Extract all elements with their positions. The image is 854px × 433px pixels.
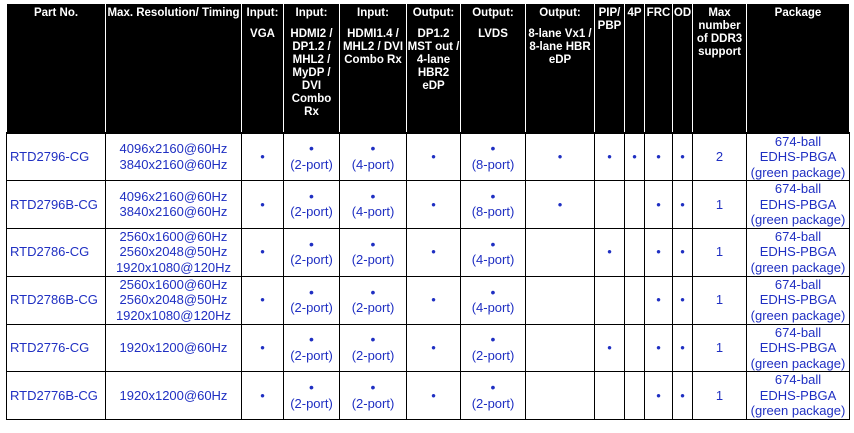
cell-pip [595,372,625,420]
table-row [7,276,850,324]
cell-line: (8-port) [471,156,515,172]
cell-ddr3: 1 [693,324,747,372]
cell-line: 2560x2048@50Hz [119,292,228,308]
cell-frc: • [645,276,673,324]
package-line: (green package) [750,212,846,227]
support-dot: • [490,187,496,204]
cell-res [106,133,242,181]
cell-fp [625,276,645,324]
cell-part: RTD2796-CG [7,133,106,181]
cell-res [106,324,242,372]
header-sub: HDMI1.4 / MHL2 / DVI Combo Rx [342,28,404,66]
cell-lvds [461,276,526,324]
cell-lvds [461,181,526,229]
cell-line: (2-port) [351,252,395,267]
cell-dp12: • [407,133,461,181]
package-line: EDHS-PBGA [759,340,837,355]
cell-res [106,372,242,420]
cell-vga: • [242,372,284,420]
package-line: 674-ball [774,372,822,388]
cell-line: 2560x1600@60Hz [119,228,228,244]
cell-line: (2-port) [290,347,333,363]
cell-line: 4096x2160@60Hz [119,141,228,157]
spec-table [6,3,850,420]
cell-pip: • [595,133,625,181]
cell-line: (2-port) [290,204,333,220]
cell-res [106,276,242,324]
cell-frc: • [645,181,673,229]
table-row [7,228,850,276]
cell-line: (2-port) [290,300,333,315]
cell-hdmi14 [340,372,407,420]
header-pip-pbp: PIP/ PBP [595,4,625,133]
header-vga [242,4,284,133]
cell-line: 3840x2160@60Hz [119,204,228,220]
support-dot: • [370,331,376,348]
header-sub: 8-lane Vx1 / 8-lane HBR eDP [528,28,592,66]
cell-vx1 [526,372,595,420]
cell-frc: • [645,372,673,420]
cell-pkg [747,228,850,276]
header-ddr3: Max number of DDR3 support [693,4,747,133]
header-label: Output: [539,7,581,19]
package-line: (green package) [750,307,846,323]
header-dp12 [407,4,461,133]
header-row [7,4,850,133]
cell-line: 1920x1200@60Hz [119,340,228,355]
cell-line: 1920x1200@60Hz [119,387,228,403]
cell-hdmi2 [284,324,340,372]
cell-hdmi14 [340,324,407,372]
cell-fp [625,324,645,372]
cell-dp12: • [407,181,461,229]
cell-hdmi2 [284,276,340,324]
support-dot: • [370,283,376,300]
cell-line: (2-port) [471,395,515,411]
cell-frc: • [645,228,673,276]
cell-pkg [747,276,850,324]
cell-vx1 [526,276,595,324]
support-dot: • [490,283,496,300]
cell-line: (2-port) [351,300,395,315]
cell-fp [625,228,645,276]
cell-ddr3: 1 [693,372,747,420]
package-line: 674-ball [774,133,822,149]
package-line: (green package) [750,164,846,180]
cell-ddr3: 1 [693,276,747,324]
table-row [7,133,850,181]
cell-vga: • [242,324,284,372]
cell-ddr3: 2 [693,133,747,181]
header-vx1 [526,4,595,133]
cell-line: (2-port) [290,156,333,172]
cell-dp12: • [407,372,461,420]
cell-od: • [673,276,693,324]
cell-line: (8-port) [471,204,515,220]
cell-line: 1920x1080@120Hz [115,259,232,275]
cell-line: (2-port) [290,395,333,411]
cell-vx1: • [526,181,595,229]
cell-dp12: • [407,324,461,372]
cell-res [106,228,242,276]
cell-pkg [747,372,850,420]
support-dot: • [309,187,314,204]
cell-line: 1920x1080@120Hz [115,307,232,323]
cell-part: RTD2796B-CG [7,181,106,229]
table-row [7,181,850,229]
cell-hdmi2 [284,133,340,181]
cell-part: RTD2786B-CG [7,276,106,324]
package-line: 674-ball [774,276,822,292]
cell-od: • [673,228,693,276]
package-line: (green package) [750,403,846,419]
package-line: EDHS-PBGA [759,387,837,403]
cell-vx1: • [526,133,595,181]
cell-fp [625,181,645,229]
package-line: 674-ball [774,228,822,244]
support-dot: • [490,140,496,157]
cell-dp12: • [407,228,461,276]
cell-pip: • [595,228,625,276]
cell-fp [625,372,645,420]
cell-line: 2560x1600@60Hz [119,276,228,292]
support-dot: • [309,331,314,348]
cell-pip [595,181,625,229]
support-dot: • [309,140,314,157]
cell-line: (4-port) [471,252,515,267]
header-sub: DP1.2 MST out / 4-lane HBR2 eDP [407,28,460,92]
header-label: Input: [357,7,389,19]
header-frc: FRC [645,4,673,133]
cell-part: RTD2776-CG [7,324,106,372]
support-dot: • [370,235,376,252]
header-label: Output: [472,7,514,19]
cell-hdmi2 [284,228,340,276]
support-dot: • [370,379,376,395]
cell-hdmi14 [340,133,407,181]
cell-vga: • [242,228,284,276]
package-line: (green package) [750,259,846,275]
header-package: Package [747,4,850,133]
cell-hdmi2 [284,181,340,229]
cell-line: (4-port) [351,156,395,172]
table-body [7,133,850,420]
cell-part: RTD2786-CG [7,228,106,276]
cell-pip [595,276,625,324]
header-label: Output: [412,7,455,19]
cell-line: (4-port) [351,204,395,220]
support-dot: • [490,331,496,348]
cell-vga: • [242,133,284,181]
header-4p: 4P [625,4,645,133]
header-sub: VGA [250,28,275,40]
cell-pkg [747,181,850,229]
header-label: Input: [295,7,328,19]
header-sub: HDMI2 / DP1.2 / MHL2 / MyDP / DVI Combo Rx [290,28,333,118]
cell-od: • [673,133,693,181]
cell-line: 3840x2160@60Hz [119,156,228,172]
cell-lvds [461,324,526,372]
cell-ddr3: 1 [693,181,747,229]
cell-lvds [461,133,526,181]
cell-od: • [673,181,693,229]
package-line: 674-ball [774,324,822,340]
package-line: (green package) [750,355,846,371]
cell-part: RTD2776B-CG [7,372,106,420]
cell-vga: • [242,276,284,324]
cell-line: (2-port) [351,347,395,363]
support-dot: • [309,379,314,395]
cell-pkg [747,324,850,372]
cell-pkg [747,133,850,181]
cell-hdmi14 [340,181,407,229]
cell-line: (2-port) [290,252,333,267]
package-line: EDHS-PBGA [759,149,837,164]
cell-lvds [461,228,526,276]
table-row [7,324,850,372]
header-sub: LVDS [478,28,508,40]
support-dot: • [309,235,314,252]
header-od: OD [673,4,693,133]
support-dot: • [309,283,314,300]
cell-line: 2560x2048@50Hz [119,244,228,260]
cell-fp: • [625,133,645,181]
package-line: EDHS-PBGA [759,244,837,260]
header-hdmi14 [340,4,407,133]
support-dot: • [490,379,496,395]
cell-ddr3: 1 [693,228,747,276]
cell-vx1 [526,324,595,372]
support-dot: • [370,187,376,204]
header-lvds [461,4,526,133]
cell-frc: • [645,324,673,372]
header-label: Input: [246,7,279,19]
header-resolution: Max. Resolution/ Timing [106,4,242,133]
package-line: 674-ball [774,181,822,196]
cell-frc: • [645,133,673,181]
cell-pip: • [595,324,625,372]
cell-lvds [461,372,526,420]
package-line: EDHS-PBGA [759,196,837,212]
cell-line: 4096x2160@60Hz [119,188,228,204]
cell-line: (2-port) [471,347,515,363]
cell-hdmi2 [284,372,340,420]
cell-hdmi14 [340,276,407,324]
cell-vga: • [242,181,284,229]
cell-od: • [673,372,693,420]
header-hdmi2 [284,4,340,133]
cell-vx1 [526,228,595,276]
table-row [7,372,850,420]
header-part-no: Part No. [7,4,106,133]
cell-dp12: • [407,276,461,324]
support-dot: • [490,235,496,252]
cell-line: (4-port) [471,300,515,315]
package-line: EDHS-PBGA [759,292,837,308]
cell-res [106,181,242,229]
support-dot: • [370,140,376,157]
cell-line: (2-port) [351,395,395,411]
cell-od: • [673,324,693,372]
cell-hdmi14 [340,228,407,276]
